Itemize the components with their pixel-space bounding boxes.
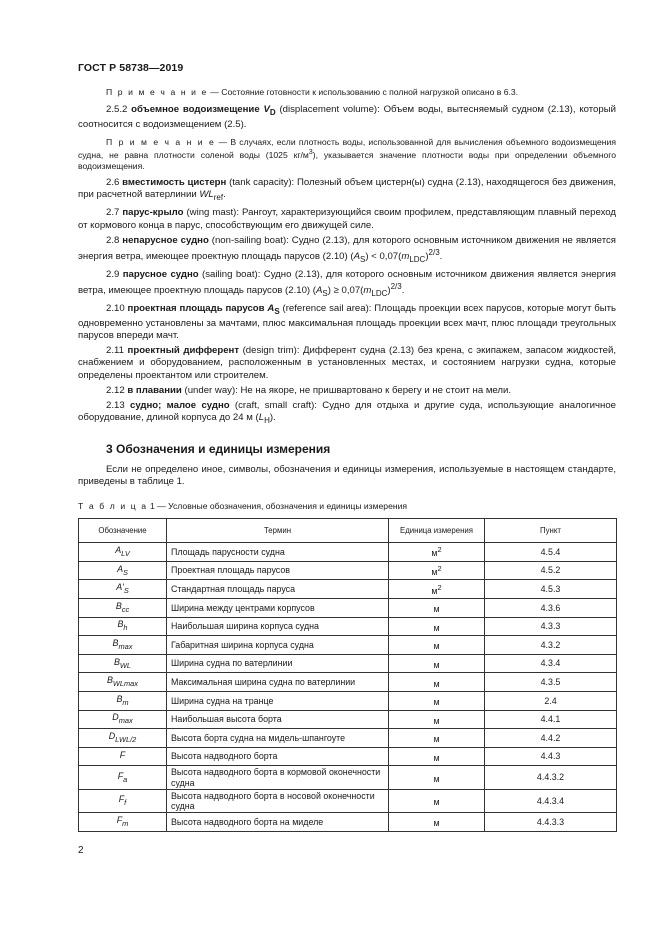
- punctuation: .: [223, 189, 226, 201]
- table-row: [79, 710, 617, 729]
- cell-symbol: [79, 543, 167, 562]
- clause-number: 2.6: [106, 177, 123, 189]
- cell-term: Габаритная ширина корпуса судна: [167, 636, 389, 655]
- note-text: — Состояние готовности к использованию с полной нагрузкой описано в 6.3.: [207, 87, 519, 97]
- symbol-subscript: LWL/2: [115, 734, 137, 744]
- definition-2-7: [78, 207, 616, 231]
- symbol: A: [315, 285, 323, 297]
- cell-term: Высота надводного борта в кормовой оконечности судна: [167, 766, 389, 789]
- cell-unit: [389, 561, 485, 580]
- note-text-end: ), указывается значение плотности воды при определении объемного водоизмещения.: [78, 150, 616, 171]
- cell-term: Наибольшая ширина корпуса судна: [167, 617, 389, 636]
- cell-clause: 4.3.2: [485, 636, 617, 655]
- cell-clause: 4.5.4: [485, 543, 617, 562]
- definition-2-10: [78, 303, 616, 342]
- symbol: D: [112, 712, 119, 723]
- term: судно; малое судно: [129, 399, 230, 411]
- cell-term: Высота борта судна на мидель-шпангоуте: [167, 729, 389, 748]
- definition-2-8: [78, 235, 616, 266]
- cell-term: Ширина между центрами корпусов: [167, 598, 389, 617]
- symbol: B: [112, 637, 119, 648]
- cell-symbol: [79, 636, 167, 655]
- symbol: V: [263, 103, 270, 115]
- cell-clause: 4.4.2: [485, 729, 617, 748]
- table-row: [79, 691, 617, 710]
- symbol-subscript: max: [118, 641, 133, 651]
- cell-symbol: [79, 747, 167, 766]
- symbol: B: [117, 619, 124, 630]
- clause-number: 2.12: [106, 384, 128, 396]
- unit: м: [433, 797, 440, 808]
- cell-clause: 4.3.3: [485, 617, 617, 636]
- document-body: [78, 87, 616, 832]
- clause-number: 2.10: [106, 303, 128, 315]
- symbol: L: [258, 411, 265, 423]
- cell-term: Высота надводного борта на миделе: [167, 813, 389, 832]
- table-row: [79, 729, 617, 748]
- table-row: [79, 561, 617, 580]
- unit: м: [433, 773, 440, 784]
- cell-clause: 4.5.3: [485, 580, 617, 599]
- symbol-subscript: LDC: [409, 254, 426, 264]
- cell-clause: 4.4.3: [485, 747, 617, 766]
- cell-term: Высота надводного борта в носовой оконечности судна: [167, 789, 389, 812]
- cell-clause: 4.4.3.3: [485, 813, 617, 832]
- symbol: m: [401, 250, 410, 262]
- definition-text: (sailing boat): Судно (2.13), для которого основным источником движения является энергия ветра, имеющее проектную площадь парусов (2.10) (: [78, 268, 616, 297]
- symbol-subscript: H: [264, 415, 270, 425]
- definition-2-12: [78, 385, 616, 397]
- definition-text: (displacement volume): Объем воды, вытесняемый судном (2.13), который соотносится с водоизмещением (2.5).: [78, 103, 616, 130]
- definition-text: (under way): Не на якоре, не пришвартовано к берегу и не стоит на мели.: [181, 384, 512, 396]
- definition-text: (non-sailing boat): Судно (2.13), для которого основным источником движения не является энергия ветра, имеющее проектную площадь парусов (2.10) (: [78, 234, 616, 262]
- symbol: WL: [199, 189, 214, 201]
- symbol-subscript: h: [123, 623, 128, 633]
- symbol: B: [116, 693, 123, 704]
- cell-clause: 4.3.4: [485, 654, 617, 673]
- note-label: П р и м е ч а н и е: [106, 87, 208, 97]
- cell-symbol: [79, 813, 167, 832]
- symbol: B: [115, 600, 122, 611]
- definition-2-9: [78, 269, 616, 300]
- symbol-subscript: т: [122, 697, 129, 707]
- symbol-subscript: cc: [121, 604, 130, 614]
- definition-text: (craft, small craft): Судно для отдыха и другие суда, использующие аналогичное оборудование, длиной корпуса до 24 м (: [78, 399, 616, 423]
- cell-unit: [389, 598, 485, 617]
- cell-term: Ширина судна по ватерлинии: [167, 654, 389, 673]
- cell-term: Максимальная ширина судна по ватерлинии: [167, 673, 389, 692]
- cell-term: Ширина судна на транце: [167, 691, 389, 710]
- cell-symbol: [79, 673, 167, 692]
- table-row: [79, 636, 617, 655]
- cell-unit: [389, 673, 485, 692]
- symbol-subscript: f: [124, 797, 127, 807]
- note-readiness: [78, 87, 616, 98]
- term: вместимость цистерн: [122, 177, 227, 189]
- table-row: [79, 673, 617, 692]
- table-row: [79, 789, 617, 812]
- formula-text: ) < 0,07(: [365, 250, 402, 262]
- table-row: [79, 598, 617, 617]
- symbol-subscript: S: [122, 567, 128, 577]
- cell-unit: [389, 543, 485, 562]
- symbol-subscript: ref: [213, 193, 224, 203]
- definition-2-5-2: [78, 104, 616, 131]
- symbol: F: [116, 814, 123, 825]
- cell-clause: 4.4.1: [485, 710, 617, 729]
- cell-clause: 4.3.6: [485, 598, 617, 617]
- unit: м: [433, 659, 440, 670]
- cell-symbol: [79, 710, 167, 729]
- cell-unit: [389, 636, 485, 655]
- term: проектный дифферент: [127, 345, 240, 357]
- symbol: F: [119, 749, 126, 760]
- section-3-heading: 3 Обозначения и единицы измерения: [106, 441, 331, 456]
- header-clause: Пункт: [485, 519, 617, 543]
- term: парус-крыло: [122, 207, 184, 219]
- unit: м: [433, 697, 440, 708]
- symbol: m: [363, 285, 372, 297]
- symbol-subscript: D: [269, 107, 276, 117]
- cell-unit: [389, 813, 485, 832]
- cell-clause: 4.3.5: [485, 673, 617, 692]
- term: проектная площадь парусов: [127, 303, 268, 315]
- symbol: F: [118, 793, 125, 804]
- symbol: A: [267, 303, 275, 315]
- term: в плавании: [127, 384, 182, 396]
- header-symbol: Обозначение: [79, 519, 167, 543]
- definition-2-6: [78, 177, 616, 204]
- definition-2-13: [78, 400, 616, 427]
- table-row: [79, 766, 617, 789]
- cell-unit: [389, 747, 485, 766]
- definition-text: (design trim): Дифферент судна (2.13) без крена, с экипажем, запасом жидкостей, снабжением и оборудованием, расположенным в установленных местах, и состоянием нагрузки судна, которые определены проектантом или строителем.: [78, 345, 616, 381]
- clause-number: 2.9: [106, 268, 123, 280]
- table-header-row: [79, 519, 617, 543]
- cell-unit: [389, 710, 485, 729]
- unit: м: [433, 678, 440, 689]
- term: парусное судно: [122, 268, 199, 280]
- clause-number: 2.11: [106, 345, 128, 357]
- table-caption-label: Т а б л и ц а: [78, 501, 148, 512]
- cell-unit: [389, 729, 485, 748]
- symbol: A: [117, 563, 123, 574]
- cell-term: Наибольшая высота борта: [167, 710, 389, 729]
- symbol: F: [117, 770, 124, 781]
- cell-clause: 4.4.3.2: [485, 766, 617, 789]
- clause-number: 2.7: [106, 207, 123, 219]
- exponent: 2/3: [390, 281, 402, 291]
- cell-term: Площадь парусности судна: [167, 543, 389, 562]
- punctuation: ).: [269, 411, 276, 423]
- cell-term: Высота надводного борта: [167, 747, 389, 766]
- document-header: ГОСТ Р 58738—2019: [78, 62, 184, 74]
- cell-symbol: [79, 766, 167, 789]
- exponent: 2/3: [428, 247, 440, 257]
- cell-unit: [389, 789, 485, 812]
- punctuation: .: [439, 250, 443, 262]
- cell-clause: 2.4: [485, 691, 617, 710]
- cell-symbol: [79, 789, 167, 812]
- note-text: — В случаях, если плотность воды, использованной для вычисления объемного водоизмещения судна, не равна плотности соленой воды (1025 кг/м: [78, 136, 616, 161]
- unit: м: [431, 585, 438, 596]
- section-3-intro: Если не определено иное, символы, обозначения и единицы измерения, используемые в настоящем стандарте, приведены в таблице 1.: [78, 463, 616, 488]
- cell-symbol: [79, 617, 167, 636]
- table-row: [79, 654, 617, 673]
- symbol: A: [353, 250, 360, 262]
- symbol-subscript: WL: [119, 660, 132, 670]
- symbol: A': [116, 582, 124, 593]
- page-number: 2: [78, 845, 84, 856]
- unit-superscript: 2: [437, 582, 442, 592]
- symbol: B: [106, 675, 113, 686]
- clause-number: 2.8: [106, 234, 123, 246]
- term: объемное водоизмещение: [131, 103, 264, 115]
- symbol: D: [108, 730, 116, 741]
- cell-clause: 4.5.2: [485, 561, 617, 580]
- definition-text: (tank capacity): Полезный объем цистерн(ы) судна (2.13), находящегося без движения, при расчетной ватерлинии: [78, 177, 616, 201]
- symbol-subscript: max: [118, 716, 133, 726]
- formula-text: ) ≥ 0,07(: [327, 285, 364, 297]
- unit: м: [433, 734, 440, 745]
- cell-unit: [389, 654, 485, 673]
- cell-unit: [389, 766, 485, 789]
- symbol-subscript: S: [359, 254, 366, 264]
- unit: м: [433, 818, 440, 829]
- symbol-subscript: S: [123, 585, 129, 595]
- table-row: [79, 617, 617, 636]
- cell-term: Проектная площадь парусов: [167, 561, 389, 580]
- formula-text: ): [425, 250, 429, 262]
- symbol-subscript: LDC: [371, 289, 388, 299]
- cell-symbol: [79, 654, 167, 673]
- definition-text: (reference sail area): Площадь проекции всех парусов, которые могут быть одновременно установлены за мачтами, плюс максимальная площадь проекции всех мачт, плюс площади треугольных парусов впереди мачт.: [78, 303, 616, 342]
- header-term: Термин: [167, 519, 389, 543]
- unit-superscript: 2: [437, 564, 442, 573]
- cell-unit: [389, 580, 485, 599]
- cell-symbol: [79, 691, 167, 710]
- cell-symbol: [79, 561, 167, 580]
- header-unit: Единица измерения: [389, 519, 485, 543]
- table-row: [79, 580, 617, 599]
- symbol-subscript: S: [274, 307, 280, 317]
- term: непарусное судно: [122, 234, 209, 246]
- note-label: П р и м е ч а н и е: [106, 136, 216, 147]
- definition-2-11: [78, 345, 616, 381]
- table-row: [79, 747, 617, 766]
- symbol: A: [115, 545, 122, 555]
- table-caption: [78, 500, 616, 512]
- unit: м: [433, 604, 440, 615]
- clause-number: 2.13: [106, 399, 130, 411]
- definition-text: (wing mast): Рангоут, характеризующийся своим профилем, представляющим плавный переход от кормового конца в парус, способствующим его движущей силе.: [78, 207, 616, 231]
- unit: м: [433, 622, 440, 633]
- unit-superscript: 2: [437, 545, 442, 555]
- cell-symbol: [79, 729, 167, 748]
- cell-symbol: [79, 598, 167, 617]
- symbol-subscript: a: [123, 774, 128, 784]
- formula-text: ): [387, 285, 391, 297]
- cell-unit: [389, 617, 485, 636]
- table-row: [79, 543, 617, 562]
- unit: м: [433, 715, 440, 726]
- cell-clause: 4.4.3.4: [485, 789, 617, 812]
- note-superscript: 3: [308, 148, 313, 157]
- table-caption-text: 1 — Условные обозначения, обозначения и единицы измерения: [147, 501, 408, 512]
- symbol-subscript: S: [322, 289, 328, 299]
- symbol-subscript: WLmax: [112, 678, 139, 688]
- symbols-table: [78, 518, 617, 832]
- clause-number: 2.5.2: [106, 103, 132, 115]
- cell-symbol: [79, 580, 167, 599]
- unit: м: [433, 641, 440, 652]
- cell-term: Стандартная площадь паруса: [167, 580, 389, 599]
- table-row: [79, 813, 617, 832]
- unit: м: [431, 566, 438, 577]
- symbol-subscript: LV: [121, 548, 130, 558]
- symbol: B: [113, 656, 120, 667]
- cell-unit: [389, 691, 485, 710]
- symbol-subscript: m: [122, 818, 129, 828]
- unit: м: [431, 548, 438, 559]
- unit: м: [433, 752, 440, 763]
- note-water-density: [78, 137, 616, 172]
- punctuation: .: [401, 285, 405, 297]
